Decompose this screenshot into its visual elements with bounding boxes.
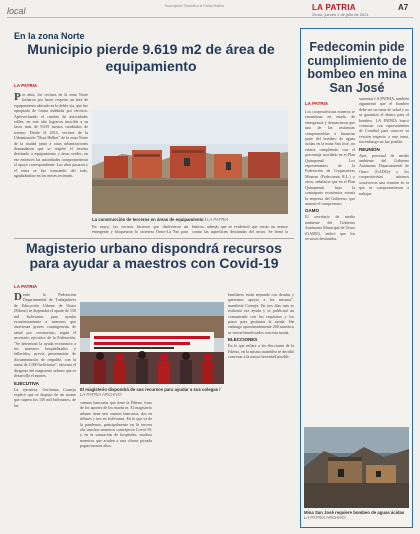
mine-image bbox=[304, 427, 409, 508]
story2-subhead-ejecutiva: EJECUTIVA bbox=[14, 380, 39, 386]
story2-byline: LA PATRIA bbox=[14, 284, 38, 289]
story1-column-1 bbox=[14, 92, 88, 236]
story1-photo bbox=[92, 110, 288, 214]
sidebar-col2-text: sustentar LA PATRIA, también argumentó que el bombeo debe ser un tema de salud y no se garantiza el dinero para el bombeo. LA PATRIA buscó contactar con representantes de Comibol para conocer su versión respecto a este tema, sin embargo no fue posible. bbox=[359, 96, 409, 145]
sidebar-subhead-gamo: GAMO bbox=[305, 208, 319, 214]
story1-kicker: En la zona Norte bbox=[14, 31, 85, 41]
story2-column-1 bbox=[14, 292, 76, 528]
story1-headline: Municipio pierde 9.619 m2 de área de equipamiento bbox=[27, 41, 275, 74]
sidebar-caption-credit: LA PATRIA ARCHIVO bbox=[304, 515, 346, 520]
sidebar-col2b-text: Ayer, personal de medio ambiente del Gobierno Autónomo Departamental de Oruro (GADOr) y los cooperativistas mineros sostuvieron una reunión en la que se comprometieron a trabajar. bbox=[359, 152, 409, 196]
story2-headline: Magisterio urbano dispondrá recursos para ayudar a maestros con Covid-19 bbox=[26, 240, 282, 271]
sidebar-column-2 bbox=[359, 96, 409, 423]
story1-dropcap: P bbox=[14, 92, 21, 103]
sidebar-col1-text: Los cooperativistas mineros se encuentran en estado de emergencia y denunciaron que una de las instancias comprometidas a financiar parte del bombeo de aguas ácidas en la mina San José, no estaría cumpliendo con el porcentaje acordado en el Plan Quinquenal. Los representantes de la Federación de Cooperativas Mineras (Fedecomin R.L.) y otros, señalaron que en el Plan Quinquenal, bajo la contraparte económica estaría la empresa del Gobierno, que asumió el compromiso. bbox=[305, 109, 355, 206]
sidebar-col1b-text: El secretario de medio ambiente del Gobierno Autónomo Municipal de Oruro (GAMO), indicó que los recursos destinados. bbox=[305, 214, 355, 241]
story1-col1-text: or años, los vecinos de la zona Norte lucharon por hacer respetar un área de equipamiento ubicado en la doble vía, que fue apropiada de forma indebida por terceros. Aprovechando el cambio de autoridades ediles, en este año lograron inscribir a su favor más de 9.619 metros cuadrados de terreno. Desde el 2014, vecinos de la Urbanización "Dora Hidker" de la zona Norte de la ciudad junto a otras urbanizaciones demandaron que se respete el terreno destinado a equipamiento y áreas verdes, en ese entonces las autoridades comprometieron el apoyo correspondiente. Los años pasaron y el tema se fue truncando del todo, agudizándose en los meses recientes. bbox=[14, 92, 88, 179]
story1-col2-text: En mayo, los vecinos hicieron que disolvieron un emergente y bloquearon la carretera Oruro-La Paz para bbox=[92, 224, 188, 235]
story1-caption-text: La construcción de terceros en áreas de equipamiento bbox=[92, 217, 204, 222]
story-divider bbox=[14, 238, 294, 239]
newspaper-name: LA PATRIA bbox=[312, 3, 356, 12]
sidebar-headline: Fedecomin pide cumplimiento de bombeo en mina San José bbox=[307, 40, 407, 95]
page-header bbox=[0, 0, 420, 20]
story2-photo bbox=[80, 302, 224, 384]
spacer bbox=[92, 153, 93, 154]
sidebar-subhead-reunion: REUNIÓN bbox=[359, 146, 380, 152]
sidebar-column-1 bbox=[305, 109, 355, 423]
story2-subhead-elecciones: ELECCIONES bbox=[228, 337, 258, 343]
story1-col3-text: básicos, además que se evidenció que existe un avance contra las superficies destinadas del sector. Se frenó la bbox=[192, 224, 288, 235]
story2-col1b-text: La ejecutiva, Gerónima Cornejo explicó que se dispuso de un monto que supera los 150 mil bolivianos, de las bbox=[14, 386, 76, 408]
story2-col3b-text: En lo que refiere a las elecciones de la Fdteuo, en la misma asamblea se decidió convocar a la mayor brevedad posible. bbox=[228, 343, 294, 360]
teachers-protest-image bbox=[80, 302, 224, 384]
story2-column-2b bbox=[156, 400, 226, 528]
sidebar-photo bbox=[304, 427, 409, 508]
story2-caption-text: El magisterio dispondrá de sus recursos para ayudar a sus colegas bbox=[80, 387, 219, 392]
sidebar-byline: LA PATRIA bbox=[305, 101, 329, 106]
construction-site-image bbox=[92, 110, 288, 214]
story1-column-2 bbox=[92, 224, 188, 236]
page-number: A7 bbox=[398, 3, 409, 12]
sidebar-caption bbox=[304, 510, 412, 520]
story2-column-2 bbox=[80, 400, 152, 528]
subscription-promo: Suscripción Periódico la Patria Bolivia bbox=[165, 4, 224, 8]
story2-caption-credit: LA PATRIA ARCHIVO bbox=[80, 392, 122, 397]
story2-dropcap: D bbox=[14, 292, 22, 303]
sidebar-caption-text: Mina San José requiere bombeo de aguas ácidas bbox=[304, 510, 405, 515]
story2-col1-text: esde la Federación Departamental de Trabajadores de Educación Urbana de Oruro (Fdteuo) se dispondrá el aporte de 150 mil bolivianos para ayudar económicamente a maestros que atraviesan graves contingencias de salud por coronavirus, según el secretario ejecutivo de la Federación. "Se determinó la ayuda económica a los maestros hospitalizados y fallecidos, previa presentación de documentación de respaldo, con la suma de 1.000 bolivianos", informó el dirigente del magisterio urbano que se desarrolló el martes. bbox=[14, 292, 76, 379]
story1-caption-credit: LA PATRIA bbox=[207, 217, 229, 222]
dateline: Oruro, jueves 1 de julio de 2021 bbox=[312, 12, 369, 17]
story1-byline: LA PATRIA bbox=[14, 83, 38, 88]
section-label: local bbox=[7, 6, 26, 16]
story2-column-3 bbox=[228, 292, 294, 528]
story2-col2-text: cuentas bancarias que tiene la Fdteuo, fruto de los aportes de los maestros. El magisterio urbano tiene seis cuentas bancarias, dos en dólares y tres en bolivianos. En lo que va de la pandemia, principalmente en la tercera ola, muchos maestros contrajeron Covid-19, y en la saturación de hospitales, muchos maestros que acuden a una clínica privada pagan montos altos. bbox=[80, 400, 152, 449]
story1-column-3 bbox=[192, 224, 288, 236]
header-rule bbox=[7, 17, 413, 18]
story2-caption: El magisterio dispondrá de sus recursos para ayudar a sus colegas / LA PATRIA ARCHIVO bbox=[80, 387, 221, 397]
story2-col3-text: familiares están trepando con deudas y queremos apoyar a los mismos", manifestó Cornejo. En tres días más se realizará esa ayuda y se publicará un comunicado con los requisitos y los pasos para gestionar la ayuda. Sin embargo aproximadamente 200 maestros se vieron beneficiados con esta ayuda. bbox=[228, 292, 294, 335]
story1-caption: La construcción de terceros en áreas de equipamiento / LA PATRIA bbox=[92, 217, 229, 222]
